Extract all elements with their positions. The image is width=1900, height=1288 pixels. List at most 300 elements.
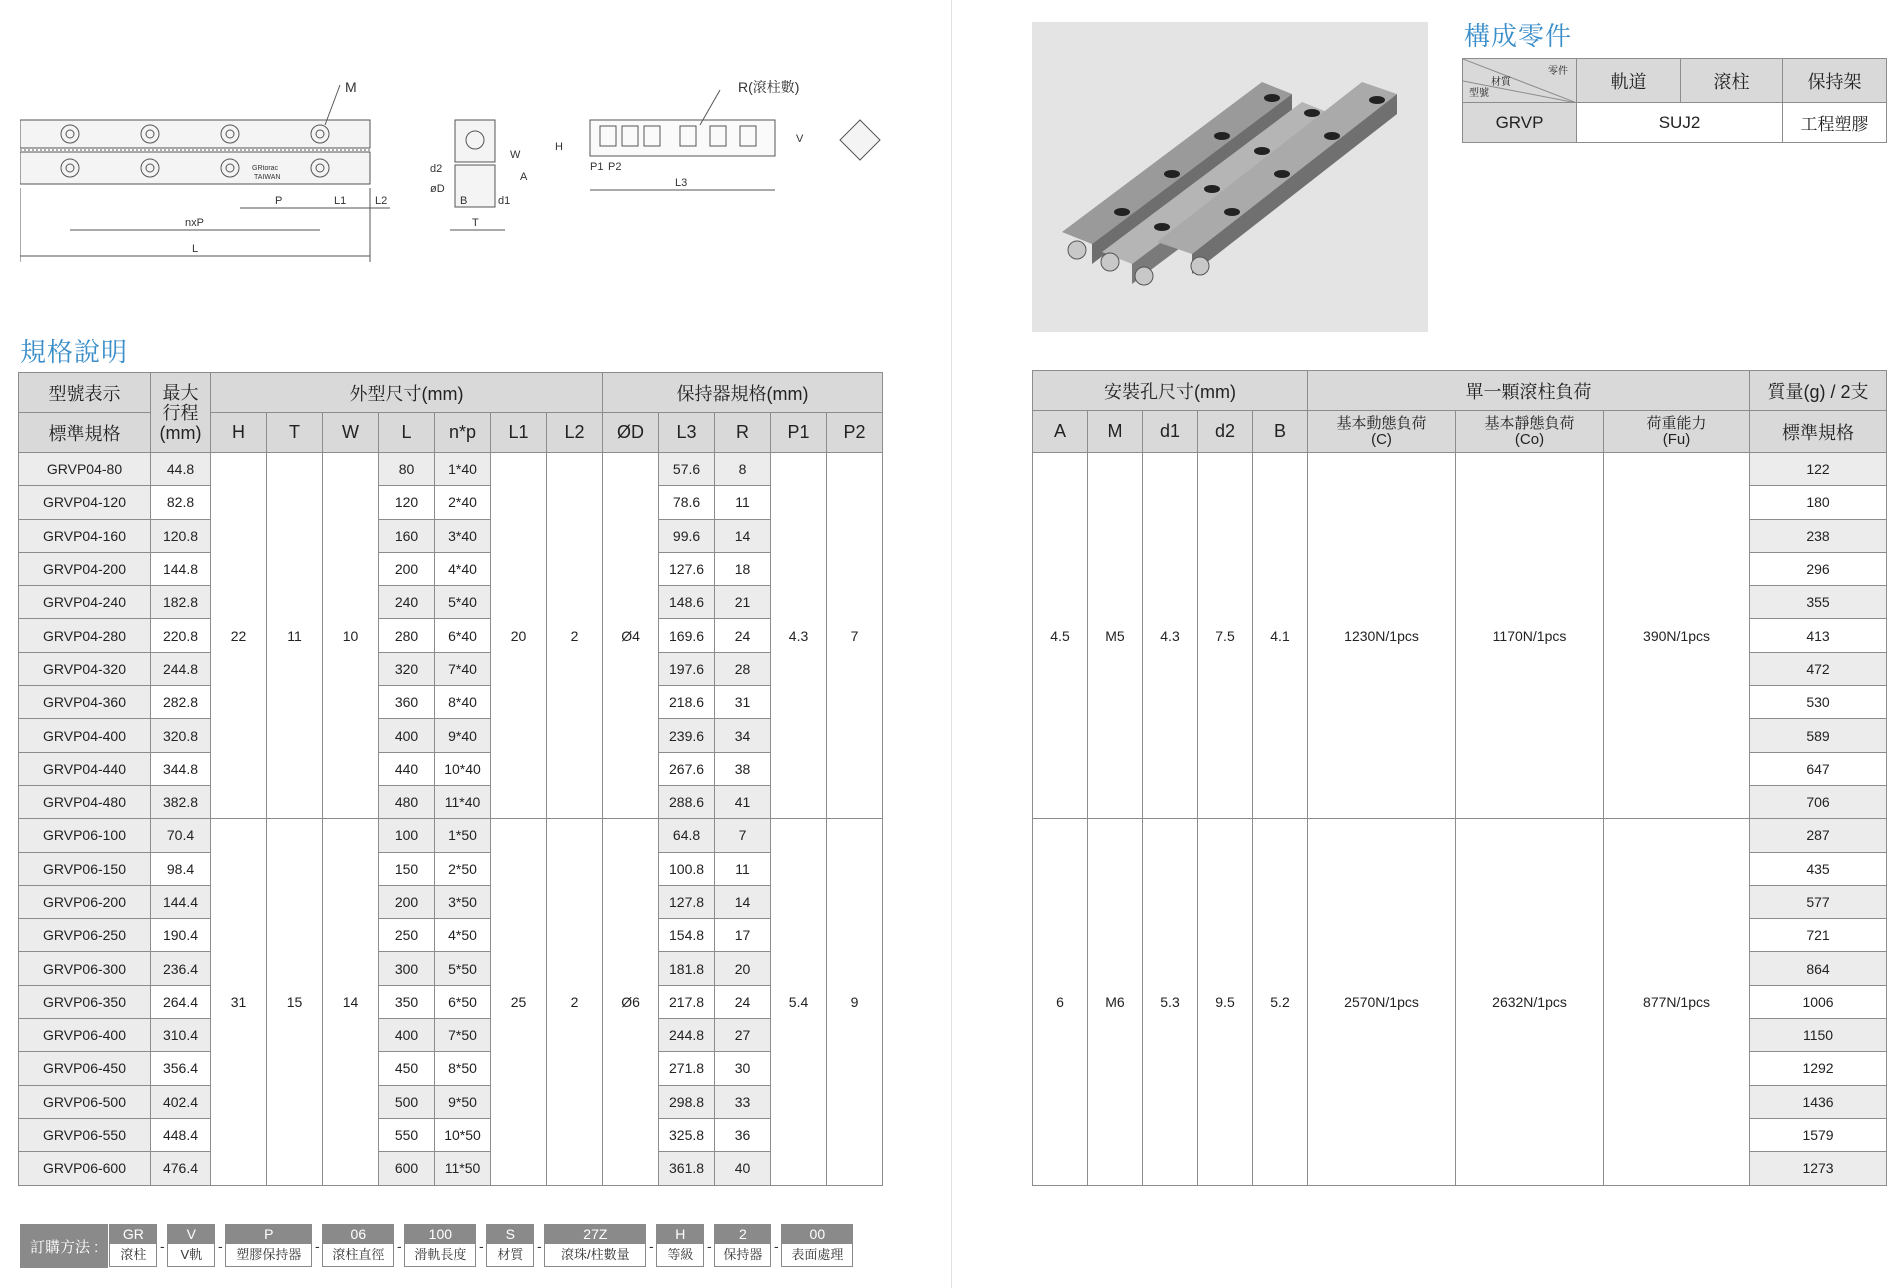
l3-cell: 361.8 (659, 1152, 715, 1185)
cell-M: M5 (1088, 453, 1143, 819)
np-cell: 8*40 (435, 686, 491, 719)
stroke-cell: 244.8 (151, 652, 211, 685)
l3-cell: 298.8 (659, 1085, 715, 1118)
mass-cell: 1436 (1750, 1085, 1887, 1118)
order-separator: - (774, 1238, 779, 1254)
length-cell: 160 (379, 519, 435, 552)
l3-cell: 244.8 (659, 1019, 715, 1052)
order-desc: 保持器 (714, 1244, 771, 1267)
table-row (19, 519, 883, 552)
label-M: M (345, 80, 357, 95)
length-cell: 100 (379, 819, 435, 852)
length-cell: 120 (379, 486, 435, 519)
r-cell: 8 (715, 453, 771, 486)
label-origin: TAIWAN (254, 174, 281, 181)
mass-cell: 864 (1750, 952, 1887, 985)
order-item (544, 1224, 646, 1268)
stroke-cell: 144.4 (151, 885, 211, 918)
np-cell: 10*50 (435, 1118, 491, 1151)
stroke-cell: 344.8 (151, 752, 211, 785)
stroke-cell: 190.4 (151, 919, 211, 952)
stroke-cell: 44.8 (151, 453, 211, 486)
cell-B: 5.2 (1253, 819, 1308, 1185)
r-cell: 11 (715, 852, 771, 885)
np-cell: 9*50 (435, 1085, 491, 1118)
stroke-cell: 382.8 (151, 785, 211, 818)
components-retainer: 保持架 (1783, 59, 1887, 103)
col-header-6: L2 (547, 413, 603, 453)
order-code: 00 (781, 1224, 853, 1244)
cell-P1: 4.3 (771, 453, 827, 819)
np-cell: 2*40 (435, 486, 491, 519)
table-row (1033, 819, 1887, 852)
model-cell: GRVP04-200 (19, 552, 151, 585)
length-cell: 550 (379, 1118, 435, 1151)
spec-table (18, 372, 883, 1186)
stroke-cell: 356.4 (151, 1052, 211, 1085)
np-cell: 3*40 (435, 519, 491, 552)
header-dyn-label: 基本動態負荷 (1336, 414, 1427, 432)
mass-cell: 589 (1750, 719, 1887, 752)
order-separator: - (315, 1238, 320, 1254)
model-cell: GRVP06-350 (19, 985, 151, 1018)
label-V: V (796, 133, 804, 145)
cell-C: 2570N/1pcs (1308, 819, 1456, 1185)
order-label: 訂購方法 : (20, 1224, 108, 1268)
np-cell: 4*50 (435, 919, 491, 952)
table-row (19, 552, 883, 585)
cell-Co: 2632N/1pcs (1456, 819, 1604, 1185)
table-row (19, 586, 883, 619)
l3-cell: 217.8 (659, 985, 715, 1018)
r-cell: 20 (715, 952, 771, 985)
cell-Co: 1170N/1pcs (1456, 453, 1604, 819)
r-cell: 7 (715, 819, 771, 852)
cell-d2: 7.5 (1198, 453, 1253, 819)
components-title: 構成零件 (1464, 22, 1573, 52)
model-cell: GRVP06-400 (19, 1019, 151, 1052)
r-cell: 18 (715, 552, 771, 585)
mass-cell: 296 (1750, 552, 1887, 585)
l3-cell: 169.6 (659, 619, 715, 652)
model-cell: GRVP04-400 (19, 719, 151, 752)
label-T: T (472, 217, 479, 229)
order-code: V (167, 1224, 215, 1244)
r-cell: 14 (715, 519, 771, 552)
mount-col-header-4: B (1253, 411, 1308, 453)
table-row (19, 486, 883, 519)
corner-material: 材質 (1491, 77, 1511, 88)
order-desc: 滾珠/柱數量 (544, 1244, 646, 1267)
table-row (19, 1019, 883, 1052)
mass-cell: 355 (1750, 586, 1887, 619)
order-desc: 滾柱直徑 (322, 1244, 394, 1267)
table-row (19, 852, 883, 885)
col-header-5: L1 (491, 413, 547, 453)
length-cell: 450 (379, 1052, 435, 1085)
l3-cell: 127.8 (659, 885, 715, 918)
l3-cell: 325.8 (659, 1118, 715, 1151)
model-cell: GRVP04-120 (19, 486, 151, 519)
col-header-7: ØD (603, 413, 659, 453)
mass-cell: 472 (1750, 652, 1887, 685)
mass-cell: 1273 (1750, 1152, 1887, 1185)
length-cell: 320 (379, 652, 435, 685)
cell-P2: 9 (827, 819, 883, 1185)
l3-cell: 197.6 (659, 652, 715, 685)
model-cell: GRVP04-360 (19, 686, 151, 719)
cell-D: Ø4 (603, 453, 659, 819)
stroke-cell: 236.4 (151, 952, 211, 985)
length-cell: 280 (379, 619, 435, 652)
r-cell: 33 (715, 1085, 771, 1118)
np-cell: 1*40 (435, 453, 491, 486)
label-d2: d2 (430, 163, 443, 175)
model-cell: GRVP06-300 (19, 952, 151, 985)
label-L3: L3 (675, 177, 688, 189)
r-cell: 21 (715, 586, 771, 619)
order-code: 100 (404, 1224, 476, 1244)
stroke-cell: 448.4 (151, 1118, 211, 1151)
stroke-cell: 144.8 (151, 552, 211, 585)
table-row (19, 885, 883, 918)
order-desc: 等級 (656, 1244, 704, 1267)
table-row (19, 1052, 883, 1085)
l3-cell: 239.6 (659, 719, 715, 752)
mount-col-header-3: d2 (1198, 411, 1253, 453)
stroke-cell: 402.4 (151, 1085, 211, 1118)
order-desc: 表面處理 (781, 1244, 853, 1267)
col-header-2: W (323, 413, 379, 453)
table-row (19, 819, 883, 852)
header-model-display: 型號表示 (19, 373, 151, 413)
length-cell: 300 (379, 952, 435, 985)
spec-title: 規格說明 (20, 338, 129, 368)
l3-cell: 267.6 (659, 752, 715, 785)
order-code: 2 (714, 1224, 771, 1244)
r-cell: 24 (715, 985, 771, 1018)
order-item (167, 1224, 215, 1268)
corner-parts: 零件 (1548, 66, 1568, 77)
length-cell: 250 (379, 919, 435, 952)
cell-d1: 5.3 (1143, 819, 1198, 1185)
order-separator: - (479, 1238, 484, 1254)
length-cell: 200 (379, 552, 435, 585)
l3-cell: 218.6 (659, 686, 715, 719)
label-D: øD (430, 183, 445, 195)
components-suj2: SUJ2 (1577, 103, 1783, 143)
cell-P1: 5.4 (771, 819, 827, 1185)
label-L: L (192, 243, 199, 255)
l3-cell: 288.6 (659, 785, 715, 818)
table-row (1033, 453, 1887, 486)
cell-C: 1230N/1pcs (1308, 453, 1456, 819)
order-separator: - (707, 1238, 712, 1254)
order-code: H (656, 1224, 704, 1244)
model-cell: GRVP04-480 (19, 785, 151, 818)
model-cell: GRVP04-320 (19, 652, 151, 685)
load-table (1032, 370, 1887, 1186)
stroke-cell: 264.4 (151, 985, 211, 1018)
label-P2: P2 (608, 161, 622, 173)
header-fu-label: 荷重能力 (1646, 414, 1707, 432)
table-row (19, 619, 883, 652)
np-cell: 7*50 (435, 1019, 491, 1052)
table-row (19, 1152, 883, 1185)
stroke-cell: 70.4 (151, 819, 211, 852)
r-cell: 40 (715, 1152, 771, 1185)
length-cell: 600 (379, 1152, 435, 1185)
header-fu-sym: (Fu) (1662, 430, 1691, 448)
length-cell: 500 (379, 1085, 435, 1118)
header-mm: (mm) (159, 422, 202, 443)
order-separator: - (649, 1238, 654, 1254)
length-cell: 400 (379, 719, 435, 752)
mass-cell: 1579 (1750, 1118, 1887, 1151)
order-separator: - (397, 1238, 402, 1254)
cell-B: 4.1 (1253, 453, 1308, 819)
r-cell: 34 (715, 719, 771, 752)
model-cell: GRVP04-440 (19, 752, 151, 785)
np-cell: 8*50 (435, 1052, 491, 1085)
np-cell: 2*50 (435, 852, 491, 885)
table-row (19, 952, 883, 985)
label-L1: L1 (334, 195, 347, 207)
header-mount: 安裝孔尺寸(mm) (1033, 371, 1308, 411)
order-code: 27Z (544, 1224, 646, 1244)
cell-T: 11 (267, 453, 323, 819)
r-cell: 24 (715, 619, 771, 652)
r-cell: 36 (715, 1118, 771, 1151)
mass-cell: 1292 (1750, 1052, 1887, 1085)
cell-W: 10 (323, 453, 379, 819)
r-cell: 11 (715, 486, 771, 519)
order-item (404, 1224, 476, 1268)
model-cell: GRVP06-250 (19, 919, 151, 952)
header-dyn-sym: (C) (1371, 430, 1392, 448)
col-header-3: L (379, 413, 435, 453)
l3-cell: 78.6 (659, 486, 715, 519)
technical-drawing (20, 80, 900, 270)
table-row (19, 752, 883, 785)
label-H: H (555, 141, 563, 153)
table-row (19, 785, 883, 818)
r-cell: 17 (715, 919, 771, 952)
order-item (322, 1224, 394, 1268)
l3-cell: 64.8 (659, 819, 715, 852)
stroke-cell: 476.4 (151, 1152, 211, 1185)
model-cell: GRVP04-280 (19, 619, 151, 652)
order-code: 06 (322, 1224, 394, 1244)
label-P: P (275, 195, 283, 207)
header-retainer-spec: 保持器規格(mm) (603, 373, 883, 413)
l3-cell: 100.8 (659, 852, 715, 885)
cell-L2: 2 (547, 819, 603, 1185)
l3-cell: 57.6 (659, 453, 715, 486)
corner-model: 型號 (1469, 88, 1489, 99)
components-table (1462, 58, 1887, 143)
table-row (19, 919, 883, 952)
cell-P2: 7 (827, 453, 883, 819)
col-header-9: R (715, 413, 771, 453)
mass-cell: 577 (1750, 885, 1887, 918)
r-cell: 14 (715, 885, 771, 918)
label-d1: d1 (498, 195, 511, 207)
order-desc: 滑軌長度 (404, 1244, 476, 1267)
stroke-cell: 310.4 (151, 1019, 211, 1052)
order-item (781, 1224, 853, 1268)
col-header-4: n*p (435, 413, 491, 453)
components-corner (1463, 59, 1577, 103)
page-divider (951, 0, 952, 1288)
length-cell: 150 (379, 852, 435, 885)
mount-col-header-2: d1 (1143, 411, 1198, 453)
cell-d1: 4.3 (1143, 453, 1198, 819)
cell-Fu: 390N/1pcs (1604, 453, 1750, 819)
col-header-10: P1 (771, 413, 827, 453)
mass-cell: 435 (1750, 852, 1887, 885)
cell-H: 31 (211, 819, 267, 1185)
header-std: 標準規格 (1750, 411, 1887, 453)
order-item (714, 1224, 771, 1268)
order-code: GR (109, 1224, 157, 1244)
table-row (19, 985, 883, 1018)
cell-L1: 20 (491, 453, 547, 819)
r-cell: 31 (715, 686, 771, 719)
stroke-cell: 282.8 (151, 686, 211, 719)
table-row (19, 1118, 883, 1151)
mass-cell: 180 (1750, 486, 1887, 519)
header-stat (1456, 411, 1604, 453)
cell-T: 15 (267, 819, 323, 1185)
mass-cell: 1150 (1750, 1019, 1887, 1052)
mass-cell: 122 (1750, 453, 1887, 486)
mass-cell: 287 (1750, 819, 1887, 852)
order-code: P (225, 1224, 312, 1244)
cell-A: 6 (1033, 819, 1088, 1185)
l3-cell: 154.8 (659, 919, 715, 952)
label-W: W (510, 149, 521, 161)
label-L2: L2 (375, 195, 388, 207)
np-cell: 11*40 (435, 785, 491, 818)
col-header-11: P2 (827, 413, 883, 453)
np-cell: 11*50 (435, 1152, 491, 1185)
order-item (486, 1224, 534, 1268)
r-cell: 28 (715, 652, 771, 685)
components-roller: 滾柱 (1681, 59, 1783, 103)
header-fu (1604, 411, 1750, 453)
cell-H: 22 (211, 453, 267, 819)
cell-L1: 25 (491, 819, 547, 1185)
header-max-stroke-label: 最大 行程 (162, 382, 199, 423)
order-separator: - (160, 1238, 165, 1254)
r-cell: 27 (715, 1019, 771, 1052)
label-nxP: nxP (185, 217, 204, 229)
length-cell: 360 (379, 686, 435, 719)
order-item (225, 1224, 312, 1268)
length-cell: 440 (379, 752, 435, 785)
model-cell: GRVP04-80 (19, 453, 151, 486)
np-cell: 10*40 (435, 752, 491, 785)
header-mass: 質量(g) / 2支 (1750, 371, 1887, 411)
np-cell: 6*50 (435, 985, 491, 1018)
table-row (19, 652, 883, 685)
cell-W: 14 (323, 819, 379, 1185)
header-standard-spec: 標準規格 (19, 413, 151, 453)
label-A: A (520, 171, 528, 183)
stroke-cell: 82.8 (151, 486, 211, 519)
mass-cell: 706 (1750, 785, 1887, 818)
length-cell: 350 (379, 985, 435, 1018)
cell-A: 4.5 (1033, 453, 1088, 819)
model-cell: GRVP06-200 (19, 885, 151, 918)
label-brand: GRtorac (252, 165, 279, 172)
cell-L2: 2 (547, 453, 603, 819)
np-cell: 4*40 (435, 552, 491, 585)
l3-cell: 271.8 (659, 1052, 715, 1085)
cell-D: Ø6 (603, 819, 659, 1185)
table-row (19, 686, 883, 719)
header-max-stroke (151, 373, 211, 453)
r-cell: 30 (715, 1052, 771, 1085)
mass-cell: 647 (1750, 752, 1887, 785)
model-cell: GRVP04-160 (19, 519, 151, 552)
l3-cell: 181.8 (659, 952, 715, 985)
model-cell: GRVP06-450 (19, 1052, 151, 1085)
r-cell: 41 (715, 785, 771, 818)
l3-cell: 99.6 (659, 519, 715, 552)
mount-col-header-1: M (1088, 411, 1143, 453)
model-cell: GRVP06-500 (19, 1085, 151, 1118)
cell-Fu: 877N/1pcs (1604, 819, 1750, 1185)
label-P1: P1 (590, 161, 604, 173)
length-cell: 480 (379, 785, 435, 818)
header-stat-label: 基本靜態負荷 (1484, 414, 1575, 432)
np-cell: 5*50 (435, 952, 491, 985)
product-photo (1032, 22, 1428, 332)
header-stat-sym: (Co) (1514, 430, 1545, 448)
np-cell: 6*40 (435, 619, 491, 652)
mass-cell: 530 (1750, 686, 1887, 719)
order-item (109, 1224, 157, 1268)
order-desc: 滾柱 (109, 1244, 157, 1267)
np-cell: 3*50 (435, 885, 491, 918)
np-cell: 9*40 (435, 719, 491, 752)
table-row (19, 453, 883, 486)
length-cell: 80 (379, 453, 435, 486)
stroke-cell: 182.8 (151, 586, 211, 619)
order-desc: 材質 (486, 1244, 534, 1267)
components-rail: 軌道 (1577, 59, 1681, 103)
stroke-cell: 120.8 (151, 519, 211, 552)
l3-cell: 148.6 (659, 586, 715, 619)
length-cell: 400 (379, 1019, 435, 1052)
l3-cell: 127.6 (659, 552, 715, 585)
mass-cell: 238 (1750, 519, 1887, 552)
label-B: B (460, 195, 468, 207)
col-header-0: H (211, 413, 267, 453)
components-plastic: 工程塑膠 (1783, 103, 1887, 143)
length-cell: 240 (379, 586, 435, 619)
model-cell: GRVP06-550 (19, 1118, 151, 1151)
stroke-cell: 220.8 (151, 619, 211, 652)
mass-cell: 721 (1750, 919, 1887, 952)
components-model: GRVP (1463, 103, 1577, 143)
header-outer-dim: 外型尺寸(mm) (211, 373, 603, 413)
header-dyn (1308, 411, 1456, 453)
table-row (19, 1085, 883, 1118)
stroke-cell: 98.4 (151, 852, 211, 885)
